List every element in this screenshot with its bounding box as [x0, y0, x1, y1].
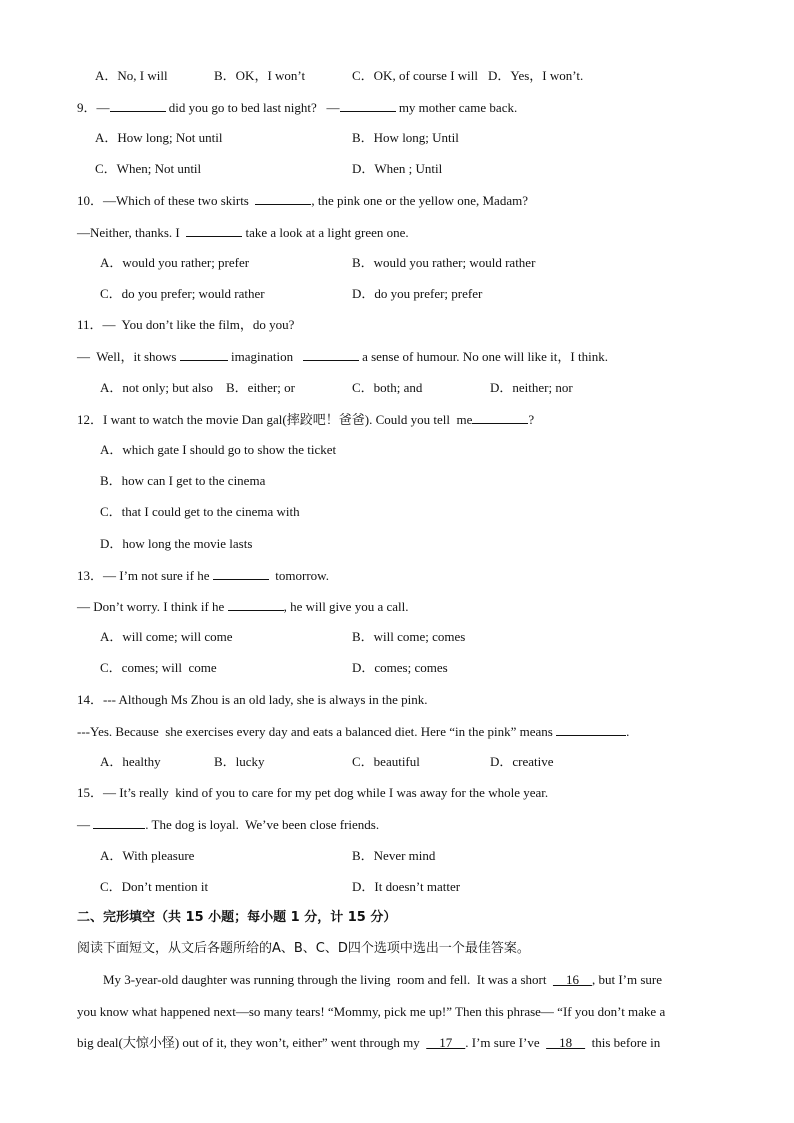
q8-option-c: C．OK, of course I will — [352, 68, 479, 83]
q12-option-a: A．which gate I should go to show the ticket — [100, 442, 337, 457]
q10-option-a: A．would you rather; prefer — [100, 255, 250, 270]
q12-option-d: D．how long the movie lasts — [100, 536, 253, 551]
q12-stem-b: ? — [528, 412, 535, 427]
q13-line2 — [77, 598, 408, 615]
q15-line2 — [77, 816, 379, 833]
q11-line2-b: imagination — [227, 349, 303, 364]
q14-line2 — [77, 723, 629, 740]
q10-option-d: D．do you prefer; prefer — [352, 286, 483, 301]
q8-option-a: A．No, I will — [95, 68, 168, 83]
answer-blank — [93, 816, 145, 829]
blank-17: 17 — [426, 1035, 466, 1050]
answer-blank — [213, 567, 269, 580]
q9-option-c: C．When; Not until — [95, 161, 202, 176]
passage-line-2: you know what happened next—so many tears! “Mommy, pick me up!” Then this phrase— “If you don’t make a — [77, 1004, 666, 1019]
q11-option-c: C．both; and — [352, 380, 423, 395]
q13-line2-a: — Don’t worry. I think if he — [77, 599, 228, 614]
answer-blank — [255, 192, 311, 205]
passage-line-1 — [103, 972, 662, 988]
passage-line-1-a: My 3-year-old daughter was running through the living room and fell. It was a short — [103, 972, 553, 987]
section-instruction: 阅读下面短文，从文后各题所给的A、B、C、D四个选项中选出一个最佳答案。 — [77, 941, 530, 956]
q13-stem — [77, 567, 329, 584]
q10-stem-b: , the pink one or the yellow one, Madam? — [311, 193, 528, 208]
q9-stem-a: 9．— — [77, 100, 110, 115]
q11-stem: 11．— You don’t like the film，do you? — [77, 317, 295, 332]
answer-blank — [110, 99, 166, 112]
q14-line2-b: . — [626, 724, 630, 739]
answer-blank — [228, 598, 284, 611]
q10-stem-a: 10．—Which of these two skirts — [77, 193, 256, 208]
q13-option-d: D．comes; comes — [352, 660, 448, 675]
passage-line-1-b: , but I’m sure — [591, 972, 662, 987]
answer-blank — [180, 348, 228, 361]
q13-option-a: A．will come; will come — [100, 629, 233, 644]
blank-16: 16 — [552, 972, 592, 987]
q11-option-b: B．either; or — [226, 380, 295, 395]
q15-option-d: D．It doesn’t matter — [352, 879, 461, 894]
answer-blank — [556, 723, 626, 736]
q9-stem-b: did you go to bed last night? — — [165, 100, 340, 115]
q11-option-d: D．neither; nor — [490, 380, 573, 395]
section-heading: 二、完形填空（共 15 小题；每小题 1 分，计 15 分） — [77, 910, 397, 925]
q14-line2-a: ---Yes. Because she exercises every day and eats a balanced diet. Here “in the pink” means — [77, 724, 557, 739]
q14-option-c: C．beautiful — [352, 754, 420, 769]
q14-option-d: D．creative — [490, 754, 554, 769]
passage-line-3-a: big deal(大惊小怪) out of it, they won’t, either” went through my — [77, 1035, 427, 1050]
q8-option-b: B．OK，I won’t — [214, 68, 306, 83]
q11-line2-c: a sense of humour. No one will like it，I think. — [358, 349, 608, 364]
q14-option-a: A．healthy — [100, 754, 161, 769]
q9-option-b: B．How long; Until — [352, 130, 459, 145]
q10-line2-b: take a look at a light green one. — [242, 225, 409, 240]
q13-stem-a: 13．— I’m not sure if he — [77, 568, 213, 583]
q14-stem: 14．--- Although Ms Zhou is an old lady, she is always in the pink. — [77, 692, 428, 707]
q15-line2-a: — — [77, 817, 94, 832]
passage-line-3 — [77, 1035, 660, 1051]
answer-blank — [472, 411, 528, 424]
q13-stem-b: tomorrow. — [268, 568, 329, 583]
q9-option-d: D．When ; Until — [352, 161, 443, 176]
q15-line2-b: . The dog is loyal. We’ve been close friends. — [145, 817, 380, 832]
q15-option-a: A．With pleasure — [100, 848, 195, 863]
blank-18: 18 — [546, 1035, 586, 1050]
q15-stem: 15．— It’s really kind of you to care for my pet dog while I was away for the whole year. — [77, 785, 549, 800]
q10-line2-a: —Neither, thanks. I — [77, 225, 187, 240]
passage-line-3-c: this before in — [585, 1035, 661, 1050]
q10-line2 — [77, 224, 409, 241]
passage-line-3-b: . I’m sure I’ve — [465, 1035, 547, 1050]
q13-option-c: C．comes; will come — [100, 660, 217, 675]
answer-blank — [340, 99, 396, 112]
q10-stem — [77, 192, 528, 209]
q12-option-b: B．how can I get to the cinema — [100, 473, 266, 488]
q13-option-b: B．will come; comes — [352, 629, 466, 644]
q9-stem — [77, 99, 517, 116]
q12-option-c: C．that I could get to the cinema with — [100, 504, 300, 519]
answer-blank — [303, 348, 359, 361]
q11-line2 — [77, 348, 608, 365]
q15-option-b: B．Never mind — [352, 848, 436, 863]
answer-blank — [186, 224, 242, 237]
q12-stem — [77, 411, 534, 428]
q15-option-c: C．Don’t mention it — [100, 879, 209, 894]
q9-option-a: A．How long; Not until — [95, 130, 223, 145]
q11-line2-a: — Well，it shows — [77, 349, 180, 364]
q10-option-b: B．would you rather; would rather — [352, 255, 536, 270]
q8-option-d: D．Yes，I won’t. — [488, 68, 584, 83]
q14-option-b: B．lucky — [214, 754, 265, 769]
q11-option-a: A．not only; but also — [100, 380, 214, 395]
q13-line2-b: , he will give you a call. — [283, 599, 409, 614]
q10-option-c: C．do you prefer; would rather — [100, 286, 265, 301]
q12-stem-a: 12．I want to watch the movie Dan gal(摔跤吧！爸爸). Could you tell me — [77, 412, 473, 427]
q9-stem-c: my mother came back. — [395, 100, 518, 115]
